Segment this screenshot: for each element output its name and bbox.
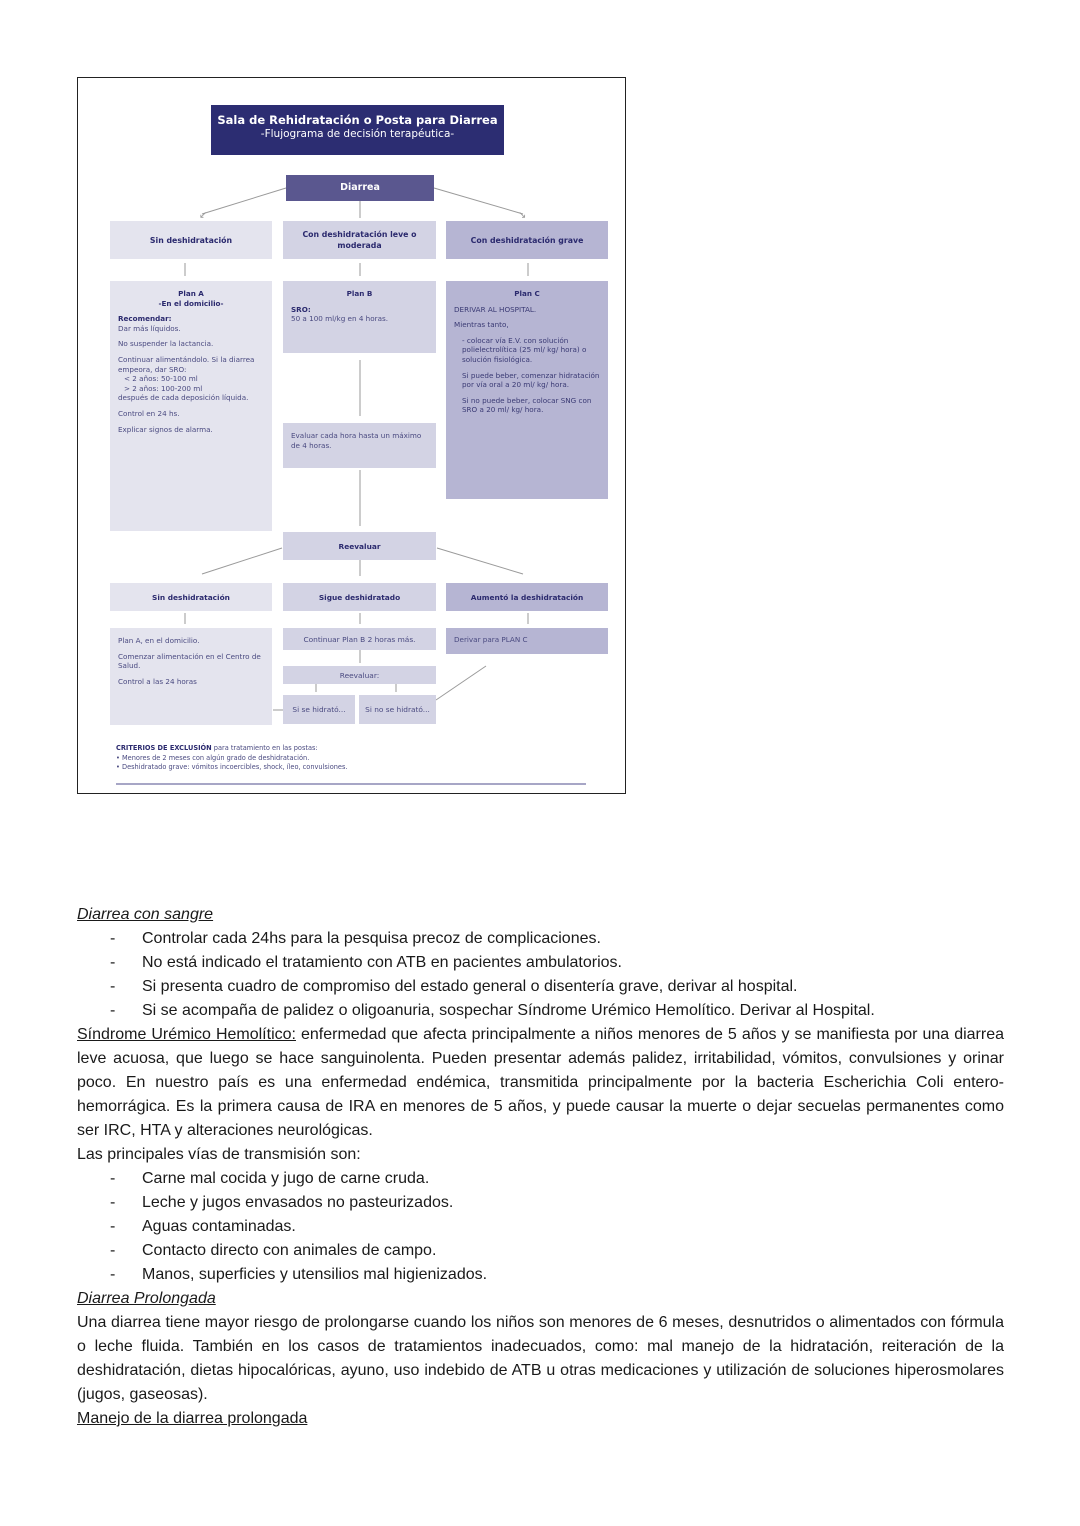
outcome-aumento-deshidratacion: Aumentó la deshidratación <box>446 583 608 611</box>
list-item: - Aguas contaminadas. <box>77 1215 1004 1239</box>
svg-text:↙: ↙ <box>199 210 208 221</box>
root-node: Diarrea <box>286 175 434 201</box>
flowchart-title-main: Sala de Rehidratación o Posta para Diarrea <box>217 113 498 127</box>
plan-b-evaluate-box: Evaluar cada hora hasta un máximo de 4 horas. <box>283 423 436 468</box>
plan-a-item: después de cada deposición líquida. <box>118 393 249 403</box>
list-item: - Si se acompaña de palidez o oligoanuria, sospechar Síndrome Urémico Hemolítico. Derivar al Hospital. <box>77 999 1004 1023</box>
header-deshidratacion-leve: Con deshidratación leve o moderada <box>283 221 436 259</box>
list-item: - Si presenta cuadro de compromiso del estado general o disentería grave, derivar al hospital. <box>77 975 1004 999</box>
plan-b-sro-label: SRO: <box>291 304 311 314</box>
transmission-intro: Las principales vías de transmisión son: <box>77 1146 361 1163</box>
outcome-sigue-deshidratado: Sigue deshidratado <box>283 583 436 611</box>
plan-b-title: Plan B <box>346 289 373 298</box>
bullet-list <box>77 927 1004 1023</box>
outcome-a-box <box>110 628 272 725</box>
paragraph: Una diarrea tiene mayor riesgo de prolongarse cuando los niños son menores de 6 meses, desnutridos o alimentados con fórmula o leche fluida. También en los casos de tratamientos inadecuados, como: mal manejo de la hidratación, reiteración de la deshidratación, dietas hipocalóricas, ayuno, uso indebido de ATB u otras medicaciones y utilización de soluciones hiperosmolares (jugos, gaseosas). <box>77 1314 1004 1403</box>
exclusion-title-rest: para tratamiento en las postas: <box>211 744 318 752</box>
outcome-b-no: Si no se hidrató... <box>359 695 436 724</box>
plan-a-subtitle: -En el domicilio- <box>158 298 224 308</box>
plan-c-box <box>446 281 608 499</box>
section-heading: Manejo de la diarrea prolongada <box>77 1410 308 1427</box>
plan-c-item: DERIVAR AL HOSPITAL. <box>454 304 537 314</box>
plan-a-recommend-label: Recomendar: <box>118 314 172 324</box>
exclusion-item: • Deshidratado grave: vómitos incoercibles, shock, íleo, convulsiones. <box>116 763 348 771</box>
flowchart-figure <box>77 77 626 794</box>
plan-c-item: - colocar vía E.V. con solución polielectrolítica (25 ml/ kg/ hora) o solución fisiológica. <box>462 335 587 364</box>
section-diarrea-prolongada <box>77 1287 1004 1431</box>
plan-a-box <box>110 281 272 531</box>
plan-a-item: No suspender la lactancia. <box>118 339 214 349</box>
header-sin-deshidratacion: Sin deshidratación <box>110 221 272 259</box>
outcome-c-box: Derivar para PLAN C <box>446 628 608 654</box>
plan-a-title: Plan A <box>178 289 204 298</box>
plan-b-item: 50 a 100 ml/kg en 4 horas. <box>291 314 389 324</box>
outcome-a-item: Comenzar alimentación en el Centro de Salud. <box>118 651 261 671</box>
section-heading: Diarrea con sangre <box>77 906 214 923</box>
section-diarrea-con-sangre <box>77 903 1004 1023</box>
outcome-a-item: Control a las 24 horas <box>118 676 197 686</box>
outcome-b-continue: Continuar Plan B 2 horas más. <box>283 628 436 650</box>
plan-a-item: Control en 24 hs. <box>118 408 180 418</box>
exclusion-item: • Menores de 2 meses con algún grado de deshidratación. <box>116 753 310 762</box>
term-suh: Síndrome Urémico Hemolítico: <box>77 1026 296 1043</box>
section-heading: Diarrea Prolongada <box>77 1290 216 1307</box>
paragraph: enfermedad que afecta principalmente a niños menores de 5 años y se manifiesta por una diarrea leve acuosa, que luego se hace sanguinolenta. Pueden presentar además palidez, irritabilidad, vómitos, convulsiones y orinar poco. En nuestro país es una enfermedad endémica, transmitida principalmente por la bacteria Escherichia Coli entero-hemorrágica. Es la primera causa de IRA en menores de 5 años, y puede causar la muerte o dejar secuelas permanentes como ser IRC, HTA y alteraciones neurológicas. <box>77 1026 1004 1139</box>
plan-a-item: Explicar signos de alarma. <box>118 424 213 434</box>
flowchart-title <box>211 105 504 155</box>
list-item: - No está indicado el tratamiento con ATB en pacientes ambulatorios. <box>77 951 1004 975</box>
section-suh <box>77 1023 1004 1143</box>
flowchart-subtitle: -Flujograma de decisión terapéutica- <box>260 128 455 140</box>
list-item: - Controlar cada 24hs para la pesquisa precoz de complicaciones. <box>77 927 1004 951</box>
header-deshidratacion-grave: Con deshidratación grave <box>446 221 608 259</box>
svg-text:↘: ↘ <box>518 210 527 221</box>
list-item: - Contacto directo con animales de campo. <box>77 1239 1004 1263</box>
list-item: - Leche y jugos envasados no pasteurizados. <box>77 1191 1004 1215</box>
plan-a-item: Dar más líquidos. <box>118 323 181 333</box>
outcome-sin-deshidratacion: Sin deshidratación <box>110 583 272 611</box>
list-item: - Manos, superficies y utensilios mal higienizados. <box>77 1263 1004 1287</box>
outcome-a-item: Plan A, en el domicilio. <box>118 636 200 645</box>
plan-a-item: > 2 años: 100-200 ml <box>124 383 203 393</box>
reevaluate-node: Reevaluar <box>283 532 436 560</box>
exclusion-title: CRITERIOS DE EXCLUSIÓN <box>116 744 212 752</box>
plan-c-title: Plan C <box>514 289 540 298</box>
plan-c-item: Mientras tanto, <box>454 320 509 330</box>
outcome-b-reevaluate: Reevaluar: <box>283 666 436 684</box>
outcome-b-yes: Si se hidrató... <box>283 695 355 724</box>
list-item: - Carne mal cocida y jugo de carne cruda. <box>77 1167 1004 1191</box>
section-transmission <box>77 1143 1004 1287</box>
divider <box>116 783 586 785</box>
exclusion-criteria <box>116 744 596 773</box>
plan-a-item: Continuar alimentándolo. Si la diarrea empeora, dar SRO: <box>118 354 255 374</box>
plan-a-item: < 2 años: 50-100 ml <box>124 374 198 384</box>
plan-c-item: Si no puede beber, colocar SNG con SRO a 20 ml/ kg/ hora. <box>462 395 592 415</box>
plan-b-box <box>283 281 436 353</box>
plan-c-item: Si puede beber, comenzar hidratación por vía oral a 20 ml/ kg/ hora. <box>462 370 600 390</box>
bullet-list <box>77 1167 1004 1287</box>
